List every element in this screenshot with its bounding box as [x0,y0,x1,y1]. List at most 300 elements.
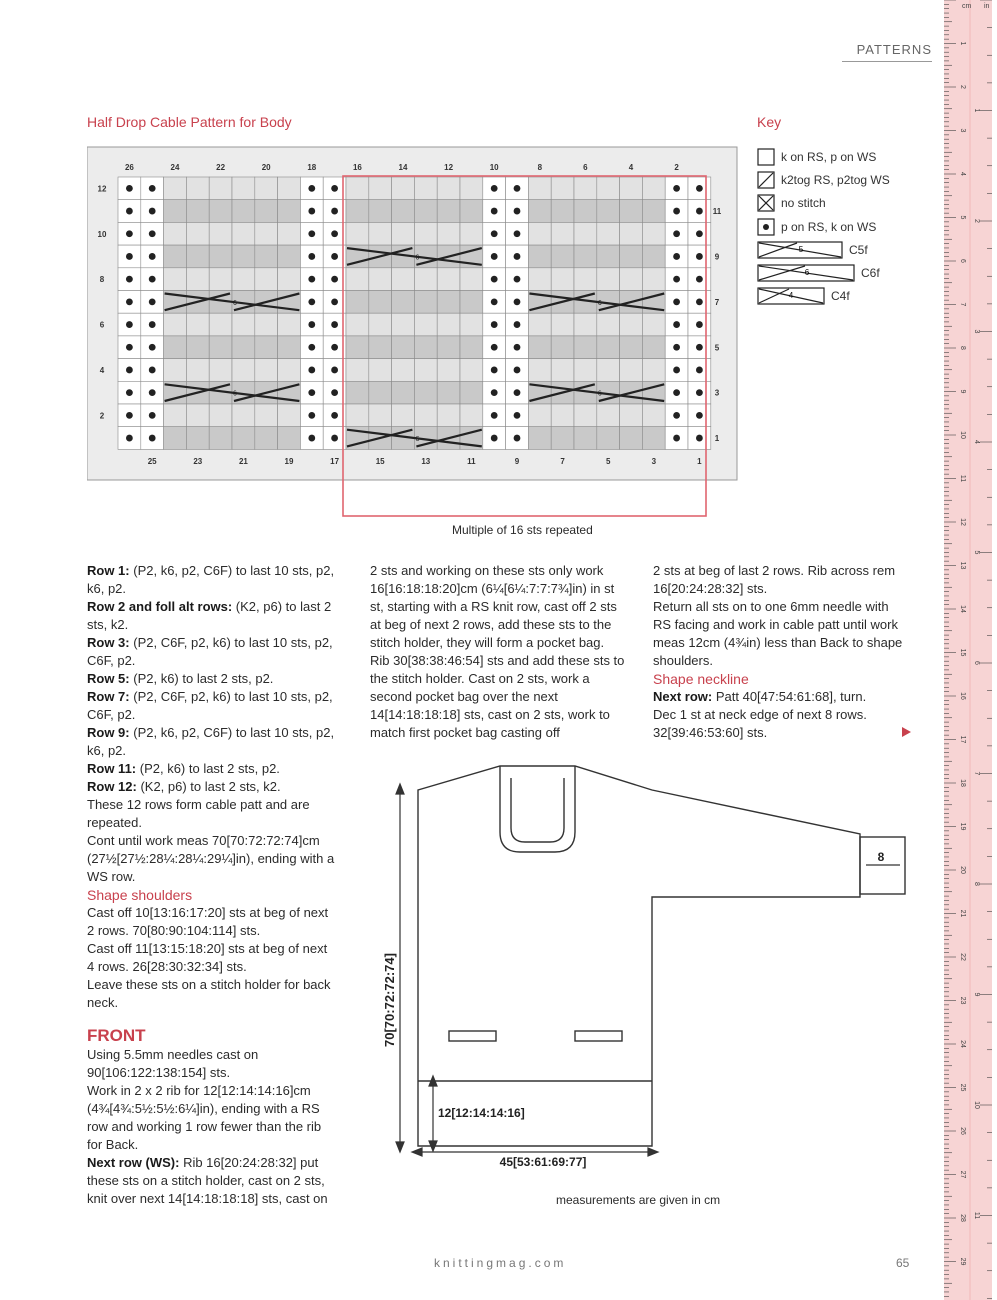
chart-top-number: 4 [628,163,634,172]
chart-cell [232,427,255,450]
chart-cell [392,200,415,223]
chart-bottom-number: 1 [697,457,702,466]
chart-cell [597,404,620,427]
ruler-inch-unit: in [984,3,990,10]
chart-cell [346,336,369,359]
chart-cell [460,291,483,314]
key-list [757,145,890,308]
chart-cell [528,222,551,245]
chart-cell [232,245,255,268]
purl-dot [308,435,315,442]
purl-dot [673,435,680,442]
chart-cell [369,336,392,359]
side-ruler [939,0,997,1300]
chart-left-number: 6 [99,320,105,330]
purl-dot [149,208,156,215]
purl-dot [491,389,498,396]
purl-dot [126,230,133,237]
ruler-cm-label: 23 [959,996,966,1005]
chart-cell [528,245,551,268]
purl-dot [514,185,521,192]
paragraph: These 12 rows form cable patt and are repeated. [87,797,310,830]
chart-cell [186,222,209,245]
purl-dot [331,435,338,442]
purl-dot [126,321,133,328]
chart-bottom-number: 21 [238,457,248,466]
chart-cell [642,177,665,200]
purl-dot [696,412,703,419]
chart-right-number: 9 [714,252,720,262]
row-5: Row 5: (P2, k6) to last 2 sts, p2. [87,671,274,686]
purl-dot [149,321,156,328]
chart-cell [597,359,620,382]
footer-url: knittingmag.com [434,1256,567,1270]
purl-dot [126,185,133,192]
chart-cell [232,359,255,382]
purl-dot [308,344,315,351]
cable-num: 6 [233,390,237,398]
chart-cell [620,245,643,268]
chart-cell [278,177,301,200]
chart-cell [255,313,278,336]
chart-cell [164,427,187,450]
chart-right-number: 1 [714,434,720,444]
purl-dot [331,321,338,328]
chart-cell [551,222,574,245]
blank-square-icon [757,148,775,166]
chart-cell [369,200,392,223]
chart-cell [574,336,597,359]
chart-top-number: 24 [170,163,180,172]
chart-cell [232,268,255,291]
chart-cell [255,359,278,382]
chart-cell [164,268,187,291]
chart-bottom-number: 15 [375,457,385,466]
cable-num: 6 [597,299,602,307]
purl-dot [308,185,315,192]
purl-dot [149,253,156,260]
chart-cell [460,359,483,382]
ruler-cm-label: 12 [959,518,966,526]
chart-cell [186,313,209,336]
next-row: Next row: Patt 40[47:54:61:68], turn. [653,689,867,704]
rib-label: 12[12:14:14:16] [438,1106,525,1120]
chart-cell [620,404,643,427]
chart-bottom-number: 25 [147,457,157,466]
length-label: 70[70:72:72:74] [382,953,397,1047]
chart-bottom-number: 3 [651,457,657,466]
purl-dot [331,230,338,237]
purl-dot [696,298,703,305]
chart-cell [278,427,301,450]
key-title: Key [757,114,782,130]
chart-cell [460,313,483,336]
ruler-cm-label: 11 [959,474,966,483]
chart-cell [437,336,460,359]
chart-cell [255,336,278,359]
chart-cell [392,177,415,200]
purl-dot [308,298,315,305]
paragraph: Leave these sts on a stitch holder for back neck. [87,977,331,1010]
chart-bottom-number: 13 [421,457,431,466]
ruler-inch-label: 2 [973,219,980,223]
chart-cell [642,222,665,245]
subheading-shape-neckline: Shape neckline [653,671,749,687]
chart-cell [597,177,620,200]
ruler-cm-label: 21 [959,909,966,918]
chart-cell [164,404,187,427]
row-9: Row 9: (P2, k6, p2, C6F) to last 10 sts, p2, k6, p2. [87,725,335,758]
chart-cell [164,336,187,359]
chart-cell [209,177,232,200]
chart-cell [437,268,460,291]
purl-dot [514,389,521,396]
chart-cell [620,177,643,200]
chart-cell [209,245,232,268]
purl-dot [149,367,156,374]
ruler-cm-label: 10 [959,431,966,439]
purl-dot [331,389,338,396]
chart-cell [369,313,392,336]
chart-cell [642,404,665,427]
purl-dot [673,367,680,374]
chart-cell [369,291,392,314]
chart-cell [232,222,255,245]
chart-cell [278,359,301,382]
chart-cell [597,336,620,359]
chart-cell [186,427,209,450]
ruler-cm-unit: cm [962,3,972,10]
chart-cell [186,177,209,200]
key-item-purl: p on RS, k on WS [757,215,890,238]
row-11: Row 11: (P2, k6) to last 2 sts, p2. [87,761,280,776]
purl-dot [331,253,338,260]
chart-cell [255,177,278,200]
chart-cell [278,404,301,427]
chart-cell [278,200,301,223]
key-item-knit: k on RS, p on WS [757,145,890,168]
chart-cell [642,313,665,336]
chart-top-number: 22 [216,163,226,172]
chart-cell [414,200,437,223]
chart-top-number: 6 [583,163,588,172]
ruler-cm-label: 13 [959,561,966,570]
paragraph: 2 sts at beg of last 2 rows. Rib across rem 16[20:24:28:32] sts. [653,563,896,596]
chart-right-number: 11 [712,207,722,217]
chart-left-number: 8 [99,275,105,285]
chart-bottom-number: 23 [193,457,203,466]
chart-cell [437,381,460,404]
purl-dot [673,298,680,305]
measurement-note: measurements are given in cm [556,1193,721,1207]
chart-cell [620,222,643,245]
chart-cell [209,336,232,359]
ruler-cm-label: 27 [959,1170,966,1179]
chart-cell [346,313,369,336]
chart-cell [232,313,255,336]
text-column-2 [370,562,625,742]
ruler-cm-label: 1 [959,41,966,46]
sweater-schematic [375,760,915,1180]
purl-dot [331,367,338,374]
svg-text:4: 4 [788,291,794,301]
chart-top-number: 2 [674,163,679,172]
key-item-k2tog: k2tog RS, p2tog WS [757,168,890,191]
purl-dot [308,389,315,396]
chart-title: Half Drop Cable Pattern for Body [87,114,292,130]
purl-dot [149,389,156,396]
chart-cell [209,222,232,245]
chart-cell [186,404,209,427]
purl-dot [491,435,498,442]
purl-dot [331,344,338,351]
chart-cell [278,313,301,336]
chart-cell [186,200,209,223]
purl-dot [696,344,703,351]
chart-cell [597,245,620,268]
chart-cell [346,404,369,427]
purl-dot [696,321,703,328]
chart-caption: Multiple of 16 sts repeated [452,523,593,537]
purl-dot [673,389,680,396]
purl-dot [331,298,338,305]
chart-top-number: 14 [398,163,408,172]
purl-dot [149,435,156,442]
chart-cell [551,245,574,268]
purl-dot [308,208,315,215]
chart-cell [164,245,187,268]
paragraph: Cast off 11[13:15:18:20] sts at beg of next 4 rows. 26[28:30:32:34] sts. [87,941,328,974]
chart-top-number: 12 [444,163,454,172]
paragraph: Cont until work meas 70[70:72:72:74]cm (27½[27½:28¼:28¼:29¼]in), ending with a WS row. [87,833,335,884]
purl-dot [308,230,315,237]
ruler-cm-label: 4 [959,172,966,176]
chart-cell [255,404,278,427]
chart-cell [392,268,415,291]
chart-cell [164,313,187,336]
chart-cell [528,336,551,359]
chart-grid [118,177,711,449]
purl-dot [491,253,498,260]
chart-bottom-number: 7 [560,457,565,466]
chart-cell [164,177,187,200]
chart-top-number: 26 [124,163,134,172]
purl-dot [126,344,133,351]
purl-dot [696,367,703,374]
purl-dot [126,367,133,374]
next-row: Next row (WS): Rib 16[20:24:28:32] put these sts on a stitch holder, cast on 2 sts, knit over next 14[14:18:18:18] sts, cast on [87,1155,328,1206]
chart-top-number: 16 [352,163,362,172]
chart-cell [574,245,597,268]
chart-cell [528,313,551,336]
chart-cell [642,245,665,268]
ruler-cm-label: 25 [959,1083,966,1092]
row-3: Row 3: (P2, C6F, p2, k6) to last 10 sts, p2, C6F, p2. [87,635,333,668]
paragraph: Dec 1 st at neck edge of next 8 rows. 32[39:46:53:60] sts. [653,707,867,740]
purl-dot [149,298,156,305]
chart-cell [551,177,574,200]
ruler-cm-label: 20 [959,866,966,874]
chart-left-number: 4 [99,365,105,375]
ruler-cm-label: 28 [959,1214,966,1222]
chart-cell [528,268,551,291]
chart-cell [574,313,597,336]
chart-cell [642,268,665,291]
chart-cell [186,359,209,382]
continue-arrow-icon [902,727,911,737]
chart-cell [437,404,460,427]
purl-dot [514,321,521,328]
chart-bottom-number: 17 [330,457,340,466]
section-rule [842,61,932,62]
chart-cell [278,222,301,245]
chart-cell [620,313,643,336]
chart-cell [232,336,255,359]
purl-dot [696,185,703,192]
purl-dot [673,276,680,283]
chart-cell [209,200,232,223]
chart-bottom-number: 5 [605,457,611,466]
purl-dot [308,321,315,328]
chart-cell [346,291,369,314]
ruler-cm-label: 2 [959,85,966,89]
chart-cell [597,427,620,450]
purl-dot [673,185,680,192]
svg-text:6: 6 [804,268,810,278]
cable-5-icon [757,241,843,259]
purl-dot [126,208,133,215]
chart-left-number: 2 [99,411,105,421]
purl-dot [491,344,498,351]
chart-cell [460,404,483,427]
ruler-inch-label: 5 [973,550,980,555]
chart-cell [528,359,551,382]
purl-dot [491,298,498,305]
chart-cell [551,200,574,223]
ruler-inch-label: 6 [973,661,980,665]
ruler-cm-label: 14 [959,605,966,613]
chart-cell [255,268,278,291]
purl-dot [331,185,338,192]
row-2: Row 2 and foll alt rows: (K2, p6) to last 2 sts, k2. [87,599,332,632]
chart-cell [392,404,415,427]
ruler-cm-label: 7 [959,302,966,307]
ruler-cm-label: 17 [959,735,966,744]
width-label: 45[53:61:69:77] [499,1155,587,1169]
purl-dot [149,230,156,237]
chart-right-number: 7 [714,297,720,307]
chart-cell [392,313,415,336]
chart-cell [574,200,597,223]
purl-dot [331,276,338,283]
subheading-shape-shoulders: Shape shoulders [87,887,193,903]
ruler-cm-label: 16 [959,692,966,700]
chart-cell [551,313,574,336]
purl-dot [514,230,521,237]
svg-text:5: 5 [798,244,804,254]
chart-cell [437,313,460,336]
purl-dot [696,253,703,260]
chart-cell [255,427,278,450]
chart-cell [642,200,665,223]
paragraph: 2 sts and working on these sts only work 16[16:18:18:20]cm (6¼[6¼:7:7:7¾]in) in st st, starting with a RS knit row, cast off 2 sts at beg of next 2 rows, add these sts to the stitch holder, they will form a pocket bag. Rib 30[38:38:46:54] sts and add these sts to the stitch holder. Cast on 2 sts, work a second pocket bag over the next 14[14:18:18:18] sts, cast on 2 sts, work to match first pocket bag casting off [370,563,625,740]
chart-cell [414,177,437,200]
purl-dot [308,412,315,419]
chart-cell [209,268,232,291]
paragraph: Return all sts on to one 6mm needle with RS facing and work in cable patt until work meas 12cm (4¾in) less than Back to shape shoulders. [653,599,903,668]
chart-cell [437,359,460,382]
cable-6-icon [757,264,855,282]
purl-dot [514,367,521,374]
chart-cell [369,222,392,245]
chart-cell [528,427,551,450]
chart-cell [392,291,415,314]
purl-dot [126,412,133,419]
chart-cell [278,245,301,268]
paragraph: Cast off 10[13:16:17:20] sts at beg of next 2 rows. 70[80:90:104:114] sts. [87,905,329,938]
chart-cell [597,268,620,291]
chart-cell [414,268,437,291]
purl-dot [673,344,680,351]
chart-cell [597,200,620,223]
chart-cell [574,427,597,450]
purl-dot [673,208,680,215]
purl-dot [308,276,315,283]
chart-cell [437,200,460,223]
chart-cell [414,404,437,427]
chart-cell [346,359,369,382]
section-tag: PATTERNS [856,42,932,57]
chart-cell [186,245,209,268]
purl-dot [491,321,498,328]
purl-dot [696,208,703,215]
chart-cell [232,200,255,223]
purl-dot [491,208,498,215]
chart-cell [255,200,278,223]
chart-cell [164,200,187,223]
chart-cell [392,381,415,404]
cuff-label: 8 [877,850,885,864]
purl-dot [491,276,498,283]
chart-top-number: 20 [261,163,271,172]
purl-dot [696,435,703,442]
purl-dot [491,412,498,419]
ruler-inch-label: 7 [973,771,980,776]
chart-bottom-number: 11 [467,457,476,466]
chart-cell [460,336,483,359]
text-column-3 [653,562,903,742]
purl-dot [331,208,338,215]
chart-cell [209,404,232,427]
chart-cell [278,336,301,359]
chart-cell [551,427,574,450]
chart-cell [460,200,483,223]
chart-cell [460,222,483,245]
purl-dot [126,276,133,283]
ruler-inch-label: 4 [973,440,980,444]
chart-cell [460,268,483,291]
dot-square-icon [757,218,775,236]
row-7: Row 7: (P2, C6F, p2, k6) to last 10 sts, p2, C6F, p2. [87,689,333,722]
chart-cell [255,245,278,268]
purl-dot [149,344,156,351]
chart-cell [437,291,460,314]
purl-dot [514,208,521,215]
purl-dot [696,276,703,283]
key-item-c6f: 6 C6f [757,261,890,284]
cable-num: 6 [597,390,602,398]
purl-dot [673,412,680,419]
